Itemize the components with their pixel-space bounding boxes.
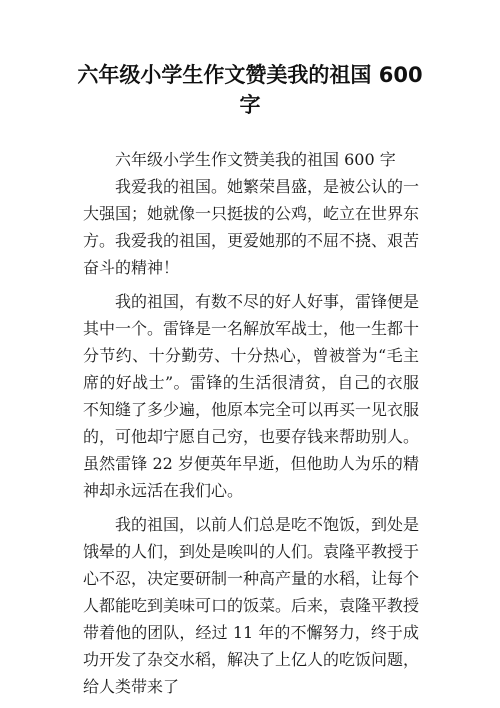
paragraph-2: 我的祖国，有数不尽的好人好事，雷锋便是其中一个。雷锋是一名解放军战士，他一生都十分节约、十分勤劳、十分热心，曾被誉为“毛主席的好战士”。雷锋的生活很清贫，自己的衣服不知缝了多少遍，他原本完全可以再买一见衣服的，可他却宁愿自己穷，也要存钱来帮助别人。虽然雷锋 22 岁便英年早逝，但他助人为乐的精神却永远活在我们心。 xyxy=(83,292,420,500)
article-subtitle: 六年级小学生作文赞美我的祖国 600 字 xyxy=(115,150,396,169)
paragraph-1: 我爱我的祖国。她繁荣昌盛，是被公认的一大强国；她就像一只挺拔的公鸡，屹立在世界东方。我爱我的祖国，更爱她那的不屈不挠、艰苦奋斗的精神！ xyxy=(83,177,420,277)
page-title: 六年级小学生作文赞美我的祖国 600 字 xyxy=(77,63,423,117)
paragraph-3: 我的祖国，以前人们总是吃不饱饭，到处是饿晕的人们，到处是唉叫的人们。袁隆平教授于心不忍，决定要研制一种高产量的水稻，让每个人都能吃到美味可口的饭菜。后来，袁隆平教授带着他的团队，经过 11 年的不懈努力，终于成功开发了杂交水稻，解决了上亿人的吃饭问题，给人类带来了 xyxy=(83,515,420,696)
article-body xyxy=(83,146,419,700)
